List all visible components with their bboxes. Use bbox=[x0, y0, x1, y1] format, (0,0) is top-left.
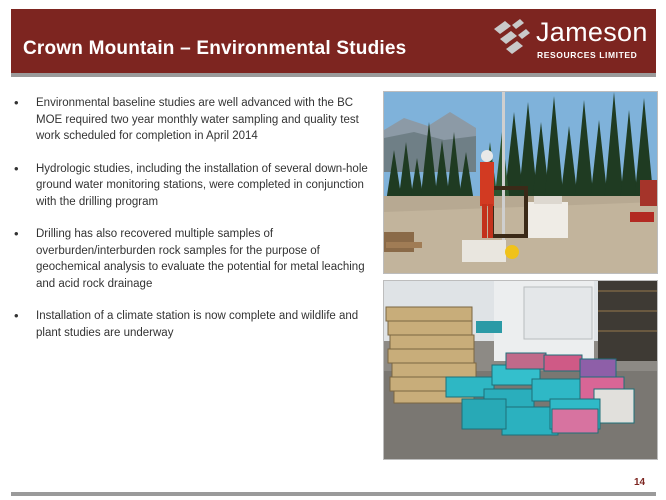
bullet-icon: • bbox=[14, 308, 19, 323]
slide-title: Crown Mountain – Environmental Studies bbox=[23, 38, 407, 59]
list-item bbox=[14, 308, 369, 341]
bullet-text: Hydrologic studies, including the installation of several down-hole ground water monitoring stations, were completed in conjunction with the drilling program bbox=[36, 162, 368, 208]
footer-divider bbox=[11, 492, 656, 496]
page-number: 14 bbox=[634, 477, 646, 488]
bullet-text: Installation of a climate station is now complete and wildlife and plant studies are underway bbox=[36, 310, 359, 339]
list-item bbox=[14, 226, 369, 292]
list-item bbox=[14, 161, 369, 211]
bullet-text: Environmental baseline studies are well advanced with the BC MOE required two year monthly water sampling and quality test work scheduled for completion in April 2014 bbox=[36, 97, 359, 142]
header-divider bbox=[11, 73, 656, 77]
bullet-icon: • bbox=[14, 160, 19, 176]
bullet-icon: • bbox=[14, 95, 19, 110]
logo-subtitle: RESOURCES LIMITED bbox=[537, 50, 638, 60]
bullet-text: Drilling has also recovered multiple samples of overburden/interburden rock samples for the purpose of geochemical analysis to evaluate the potential for metal leaching and acid rock drainage bbox=[36, 228, 365, 290]
bullet-icon: • bbox=[14, 226, 19, 241]
sample-boxes-photo bbox=[383, 280, 658, 460]
bullet-list bbox=[14, 95, 369, 357]
logo-wordmark: Jameson bbox=[536, 17, 648, 47]
drilling-site-photo bbox=[383, 91, 658, 274]
list-item bbox=[14, 95, 369, 145]
